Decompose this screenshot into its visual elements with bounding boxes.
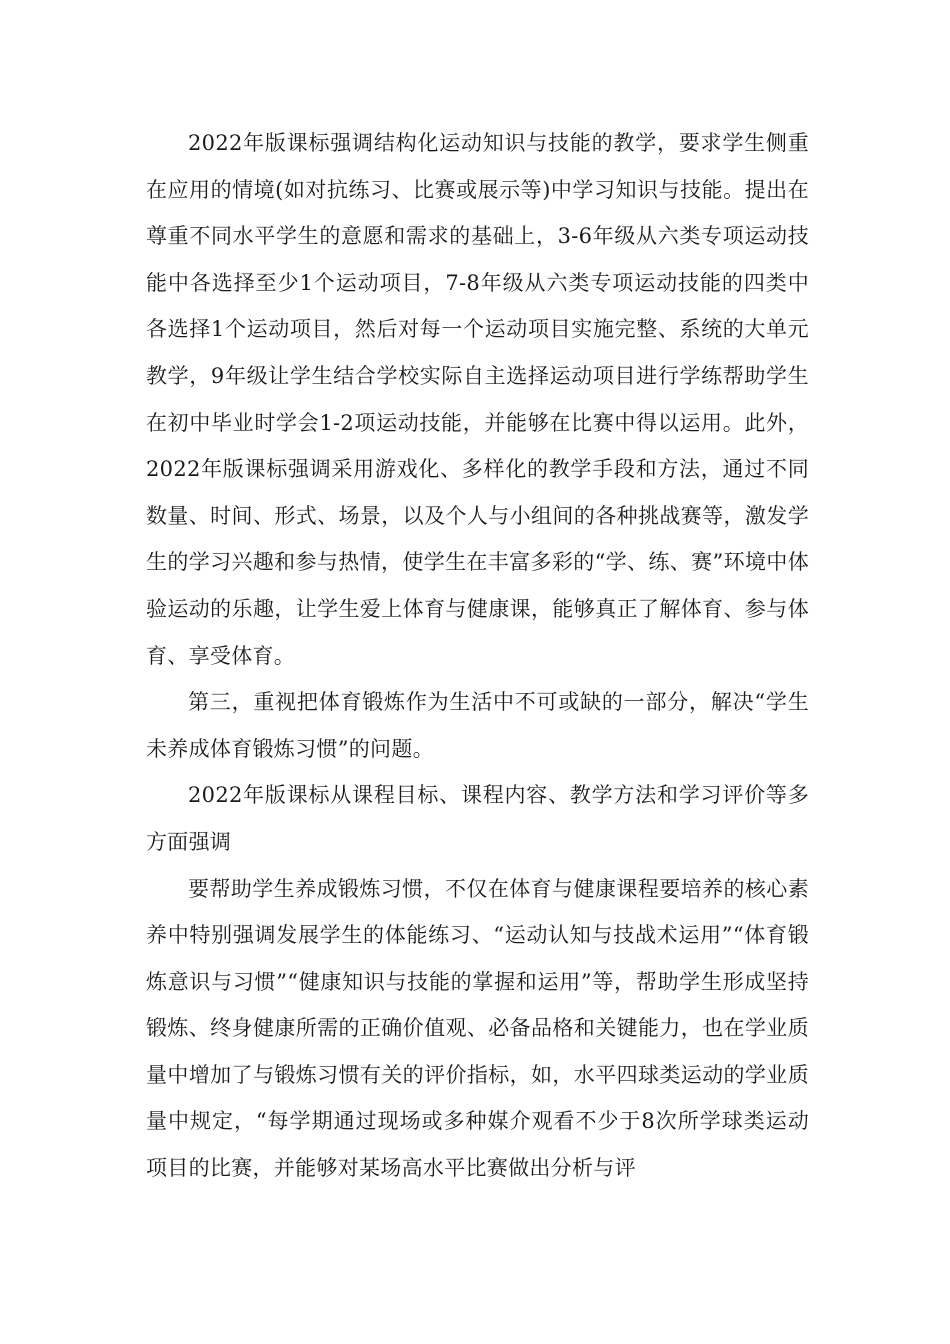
paragraph-structured-teaching: 2022年版课标强调结构化运动知识与技能的教学，要求学生侧重在应用的情境(如对抗练习、比赛或展示等)中学习知识与技能。提出在尊重不同水平学生的意愿和需求的基础上，3-6年级从六类专项运动技能中各选择至少1个运动项目，7-8年级从六类专项运动技能的四类中各选择1个运动项目，然后对每一个运动项目实施完整、系统的大单元教学，9年级让学生结合学校实际自主选择运动项目进行学练帮助学生在初中毕业时学会1-2项运动技能，并能够在比赛中得以运用。此外，2022年版课标强调采用游戏化、多样化的教学手段和方法，通过不同数量、时间、形式、场景，以及个人与小组间的各种挑战赛等，激发学生的学习兴趣和参与热情，使学生在丰富多彩的“学、练、赛”环境中体验运动的乐趣，让学生爱上体育与健康课，能够真正了解体育、参与体育、享受体育。 bbox=[146, 131, 809, 668]
document-body bbox=[146, 120, 809, 1192]
paragraph-exercise-habits: 要帮助学生养成锻炼习惯，不仅在体育与健康课程要培养的核心素养中特别强调发展学生的体能练习、“运动认知与技战术运用”“体育锻炼意识与习惯”“健康知识与技能的掌握和运用”等，帮助学生形成坚持锻炼、终身健康所需的正确价值观、必备品格和关键能力，也在学业质量中增加了与锻炼习惯有关的评价指标，如，水平四球类运动的学业质量中规定，“每学期通过现场或多种媒介观看不少于8次所学球类运动项目的比赛，并能够对某场高水平比赛做出分析与评 bbox=[146, 876, 809, 1181]
paragraph-standards-emphasis: 2022年版课标从课程目标、课程内容、教学方法和学习评价等多方面强调 bbox=[146, 783, 809, 854]
paragraph-third-point: 第三，重视把体育锻炼作为生活中不可或缺的一部分，解决“学生未养成体育锻炼习惯”的问题。 bbox=[146, 690, 809, 761]
